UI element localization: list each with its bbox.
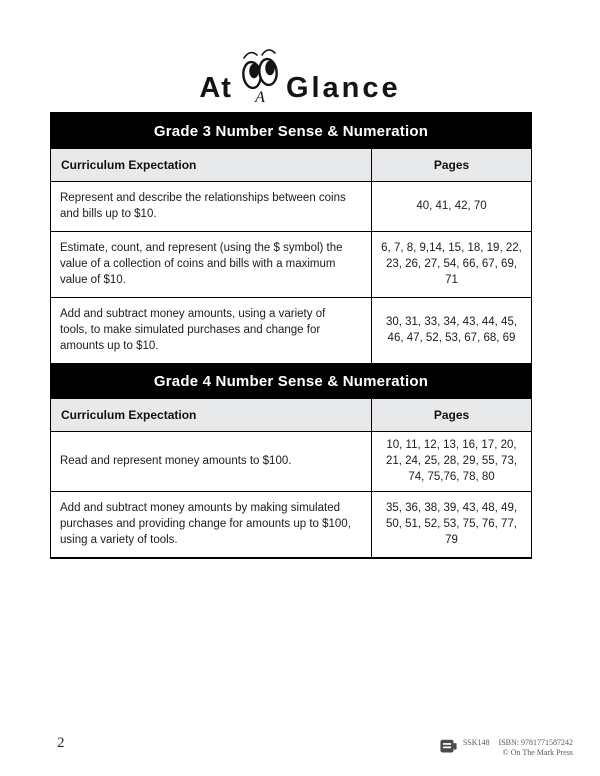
googly-eyes-icon [237, 47, 283, 105]
logo-word-glance: Glance [285, 72, 401, 104]
curriculum-table [50, 112, 532, 559]
at-a-glance-logo [0, 46, 600, 104]
expectation-cell: Add and subtract money amounts by making simulated purchases and providing change for amounts up to $100, using a variety of tools. [51, 492, 372, 557]
publisher-footer [440, 738, 573, 759]
copyright: © On The Mark Press [502, 748, 573, 758]
grade3-title-band: Grade 3 Number Sense & Numeration [51, 113, 531, 149]
press-logo-icon [440, 739, 457, 754]
isbn: ISBN: 9781771587242 [498, 738, 573, 747]
pages-cell: 40, 41, 42, 70 [416, 200, 487, 213]
pages-cell: 10, 11, 12, 13, 16, 17, 20, 21, 24, 25, 28, 29, 55, 73, 74, 75,76, 78, 80 [385, 438, 518, 484]
page-number: 2 [57, 735, 65, 751]
expectation-cell: Estimate, count, and represent (using the $ symbol) the value of a collection of coins and bills with a maximum value of $10. [51, 232, 372, 297]
grade3-column-headers [51, 149, 531, 182]
table-row [51, 182, 531, 232]
expectation-cell: Represent and describe the relationships between coins and bills up to $10. [51, 182, 372, 231]
publisher-text [463, 738, 573, 759]
logo-word-at: At [199, 72, 232, 104]
pages-cell: 30, 31, 33, 34, 43, 44, 45, 46, 47, 52, 53, 67, 68, 69 [385, 315, 518, 345]
product-code: SSK148 [462, 738, 490, 747]
table-row [51, 432, 531, 492]
grade4-title-band: Grade 4 Number Sense & Numeration [51, 364, 531, 399]
column-header-expectation: Curriculum Expectation [51, 149, 372, 181]
expectation-cell: Add and subtract money amounts, using a variety of tools, to make simulated purchases and change for amounts up to $10. [51, 298, 372, 363]
table-row [51, 232, 531, 298]
table-row [51, 298, 531, 364]
table-row [51, 492, 531, 557]
column-header-expectation: Curriculum Expectation [51, 399, 372, 431]
expectation-cell: Read and represent money amounts to $100. [51, 432, 372, 491]
logo-letter-a: A [255, 89, 265, 105]
grade4-column-headers [51, 399, 531, 432]
pages-cell: 35, 36, 38, 39, 43, 48, 49, 50, 51, 52, 53, 75, 76, 77, 79 [385, 501, 518, 547]
column-header-pages: Pages [433, 407, 470, 422]
column-header-pages: Pages [433, 158, 470, 172]
pages-cell: 6, 7, 8, 9,14, 15, 18, 19, 22, 23, 26, 27, 54, 66, 67, 69, 71 [381, 241, 522, 287]
